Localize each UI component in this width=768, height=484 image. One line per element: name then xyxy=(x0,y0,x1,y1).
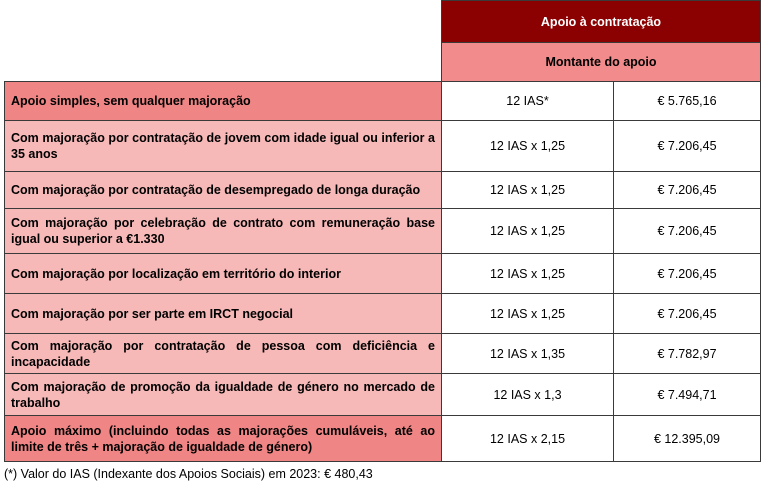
row-label: Com majoração por celebração de contrato com remuneração base igual ou superior a €1.330 xyxy=(5,209,442,254)
table-title: Apoio à contratação xyxy=(442,1,761,43)
table-row xyxy=(5,416,761,462)
row-factor: 12 IAS x 1,3 xyxy=(442,374,614,416)
row-factor: 12 IAS x 1,25 xyxy=(442,172,614,209)
table-row xyxy=(5,374,761,416)
row-amount: € 7.206,45 xyxy=(614,121,761,172)
row-label: Com majoração por localização em território do interior xyxy=(5,254,442,294)
row-factor: 12 IAS x 1,35 xyxy=(442,334,614,374)
row-amount: € 12.395,09 xyxy=(614,416,761,462)
row-factor: 12 IAS x 1,25 xyxy=(442,209,614,254)
row-label: Com majoração por contratação de pessoa com deficiência e incapacidade xyxy=(5,334,442,374)
table-row xyxy=(5,172,761,209)
row-factor: 12 IAS x 1,25 xyxy=(442,121,614,172)
empty-corner xyxy=(5,43,442,82)
row-amount: € 7.494,71 xyxy=(614,374,761,416)
row-amount: € 5.765,16 xyxy=(614,82,761,121)
table-row xyxy=(5,121,761,172)
row-amount: € 7.206,45 xyxy=(614,254,761,294)
table-subtitle: Montante do apoio xyxy=(442,43,761,82)
row-label: Com majoração por ser parte em IRCT negocial xyxy=(5,294,442,334)
table-row xyxy=(5,209,761,254)
row-factor: 12 IAS x 1,25 xyxy=(442,294,614,334)
table-row xyxy=(5,334,761,374)
row-amount: € 7.782,97 xyxy=(614,334,761,374)
table-row xyxy=(5,82,761,121)
row-amount: € 7.206,45 xyxy=(614,294,761,334)
row-amount: € 7.206,45 xyxy=(614,209,761,254)
footnote: (*) Valor do IAS (Indexante dos Apoios Sociais) em 2023: € 480,43 xyxy=(4,467,373,481)
row-label: Com majoração por contratação de desempregado de longa duração xyxy=(5,172,442,209)
row-factor: 12 IAS x 2,15 xyxy=(442,416,614,462)
support-table xyxy=(4,0,761,462)
table-row xyxy=(5,254,761,294)
row-factor: 12 IAS x 1,25 xyxy=(442,254,614,294)
table-row xyxy=(5,294,761,334)
row-factor: 12 IAS* xyxy=(442,82,614,121)
row-label: Com majoração de promoção da igualdade de género no mercado de trabalho xyxy=(5,374,442,416)
empty-corner xyxy=(5,1,442,43)
row-label: Apoio simples, sem qualquer majoração xyxy=(5,82,442,121)
row-label: Apoio máximo (incluindo todas as majorações cumuláveis, até ao limite de três + majoração de igualdade de género) xyxy=(5,416,442,462)
row-amount: € 7.206,45 xyxy=(614,172,761,209)
row-label: Com majoração por contratação de jovem com idade igual ou inferior a 35 anos xyxy=(5,121,442,172)
